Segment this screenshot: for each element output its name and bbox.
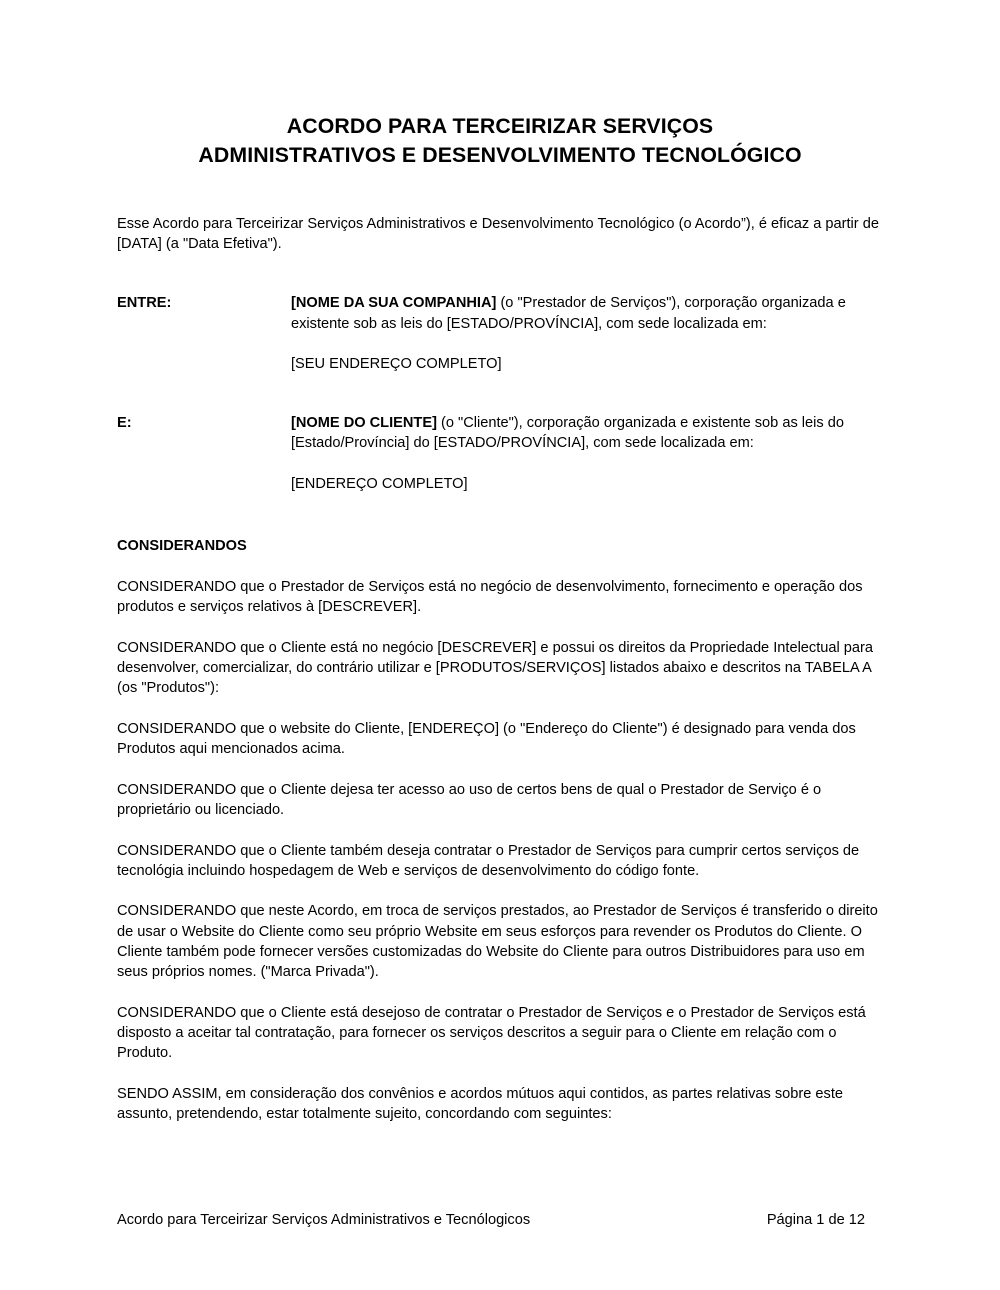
footer-page-number: Página 1 de 12: [766, 1212, 865, 1228]
party-address-e: [ENDEREÇO COMPLETO]: [291, 475, 468, 492]
party-label-entre: ENTRE:: [117, 295, 172, 312]
recital-paragraph: CONSIDERANDO que o Cliente está desejoso de contratar o Prestador de Serviços e o Prestador de Serviços está disposto a aceitar tal contratação, para fornecer os serviços descritos a seguir para o Cliente em relação com o Produto.: [117, 1004, 866, 1062]
party-block-e: [117, 374, 883, 494]
party-body-e: [291, 413, 883, 494]
party-description-entre: [291, 293, 883, 333]
page-title-line-2: ADMINISTRATIVOS E DESENVOLVIMENTO TECNOLÓGICO: [198, 143, 802, 167]
recital-paragraph: CONSIDERANDO que o Prestador de Serviços está no negócio de desenvolvimento, fornecimento e operação dos produtos e serviços relativos à [DESCREVER].: [117, 578, 863, 615]
document-content: [117, 0, 883, 1124]
party-detail-entre: (o "Prestador de Serviços"), corporação organizada e existente sob as leis do [ESTADO/PROVÍNCIA], com sede localizada em:: [291, 295, 846, 332]
intro-paragraph: Esse Acordo para Terceirizar Serviços Administrativos e Desenvolvimento Tecnológico (o Acordo”), é eficaz a partir de [DATA] (a "Data Efetiva").: [117, 216, 879, 253]
party-detail-e: (o "Cliente"), corporação organizada e existente sob as leis do [Estado/Província] do [ESTADO/PROVÍNCIA], com sede localizada em:: [291, 415, 844, 452]
section-heading-considerandos: CONSIDERANDOS: [117, 538, 247, 554]
recital-paragraph: CONSIDERANDO que o Cliente está no negócio [DESCREVER] e possui os direitos da Propriedade Intelectual para desenvolver, comercializar, do contrário utilizar e [PRODUTOS/SERVIÇOS] listados abaixo e descritos na TABELA A (os "Produtos"):: [117, 639, 874, 697]
party-block-entre: [117, 254, 883, 374]
recital-paragraph: SENDO ASSIM, em consideração dos convênios e acordos mútuos aqui contidos, as partes relativas sobre este assunto, pretendendo, estar totalmente sujeito, concordando com seguintes:: [117, 1085, 844, 1123]
recital-paragraph: CONSIDERANDO que o website do Cliente, [ENDEREÇO] (o "Endereço do Cliente") é designado para venda dos Produtos aqui mencionados acima.: [117, 720, 856, 757]
party-address-entre: [SEU ENDEREÇO COMPLETO]: [291, 356, 502, 372]
recital-paragraph: CONSIDERANDO que o Cliente dejesa ter acesso ao uso de certos bens de qual o Prestador de Serviço é o proprietário ou licenciado.: [117, 781, 822, 818]
party-name-e: [NOME DO CLIENTE]: [291, 415, 437, 432]
page-title: [117, 0, 883, 170]
party-body-entre: [291, 293, 883, 374]
party-description-e: [291, 413, 883, 453]
page-footer: [117, 1210, 883, 1230]
footer-document-title: Acordo para Terceirizar Serviços Administrativos e Tecnólogicos: [117, 1212, 531, 1228]
recital-paragraph: CONSIDERANDO que o Cliente também deseja contratar o Prestador de Serviços para cumprir certos serviços de tecnológia incluindo hospedagem de Web e serviços de desenvolvimento do código fonte.: [117, 842, 860, 879]
recital-paragraph: CONSIDERANDO que neste Acordo, em troca de serviços prestados, ao Prestador de Serviços é transferido o direito de usar o Website do Cliente como seu próprio Website em seus esforços para revender os Produtos do Cliente. O Cliente também pode fornecer versões customizadas do Website do Cliente para outros Distribuidores para uso em seus próprios nomes. ("Marca Privada").: [117, 903, 878, 981]
page-title-line-1: ACORDO PARA TERCEIRIZAR SERVIÇOS: [286, 114, 714, 138]
party-name-entre: [NOME DA SUA COMPANHIA]: [291, 295, 497, 312]
party-label-e: E:: [117, 415, 132, 432]
